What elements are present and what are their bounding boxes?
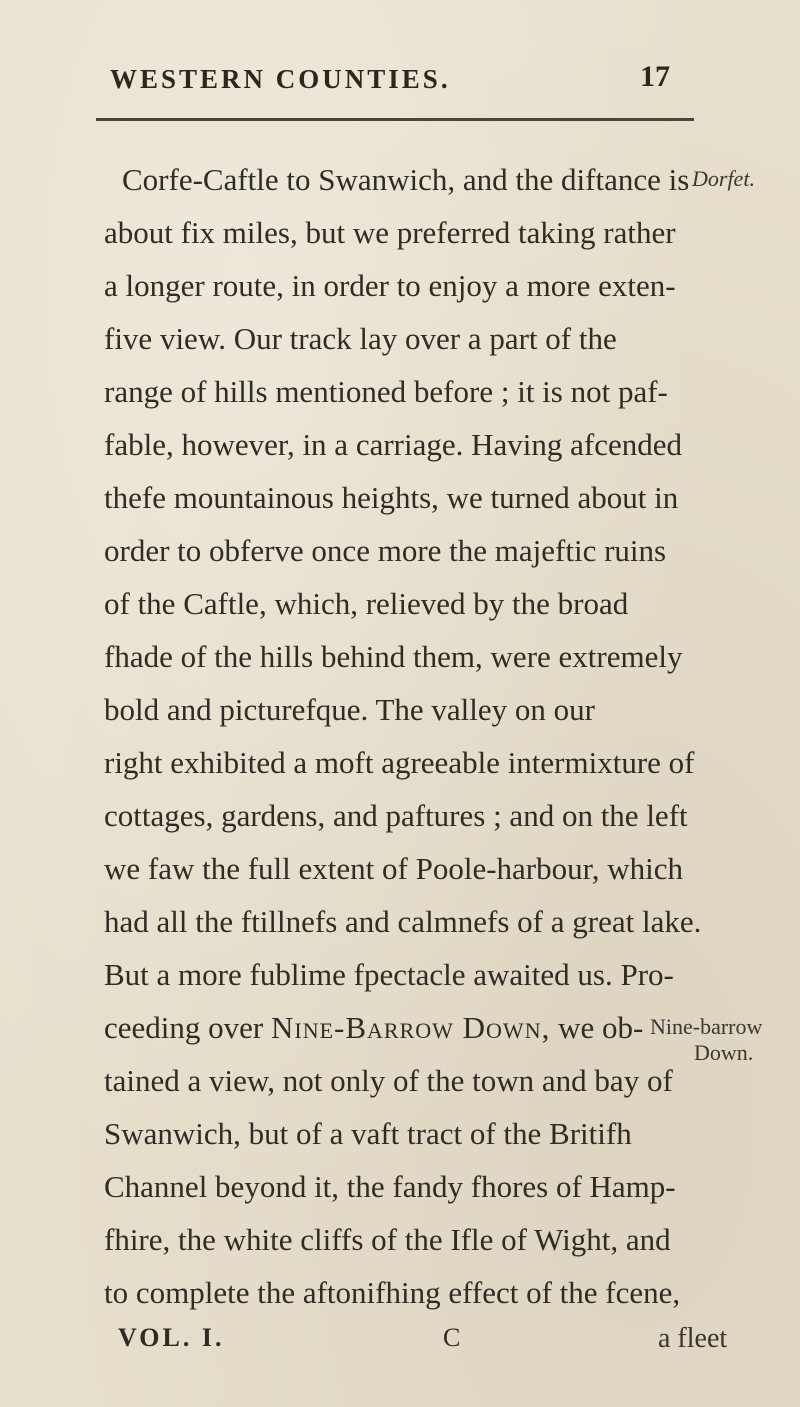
header-rule — [96, 118, 694, 121]
margin-note-nine-barrow: Nine-barrow — [650, 1014, 763, 1039]
text-line — [104, 1010, 643, 1046]
text-line: range of hills mentioned before ; it is not paf- — [104, 374, 668, 409]
text-line: But a more fublime fpectacle awaited us. Pro- — [104, 957, 674, 992]
text-line: cottages, gardens, and paftures ; and on the left — [104, 798, 688, 833]
page-header — [110, 60, 670, 112]
text-line: Swanwich, but of a vaft tract of the Britifh — [104, 1116, 632, 1151]
margin-note-dorset: Dorfet. — [692, 166, 755, 191]
text-line: we faw the full extent of Poole-harbour, which — [104, 851, 683, 886]
text-line: thefe mountainous heights, we turned about in — [104, 480, 679, 515]
text-line: fhire, the white cliffs of the Ifle of Wight, and — [104, 1222, 671, 1257]
running-head: WESTERN COUNTIES. — [110, 64, 451, 94]
text-line: bold and picturefque. The valley on our — [104, 692, 595, 727]
place-name: Nine-Barrow Down, — [270, 1010, 551, 1045]
text-line: Channel beyond it, the fandy fhores of Hamp- — [104, 1169, 676, 1204]
text-line: right exhibited a moft agreeable intermixture of — [104, 745, 695, 780]
text-line: to complete the aftonifhing effect of the fcene, — [104, 1275, 681, 1310]
text-line: had all the ftillnefs and calmnefs of a great lake. — [104, 904, 702, 939]
text-line: a longer route, in order to enjoy a more exten- — [104, 268, 676, 303]
text-run: ceeding over — [104, 1010, 271, 1045]
signature-mark: VOL. I. — [118, 1323, 225, 1352]
page-number: 17 — [640, 60, 670, 93]
text-line: fhade of the hills behind them, were extremely — [104, 639, 683, 674]
text-line: five view. Our track lay over a part of the — [104, 321, 617, 356]
text-line: order to obferve once more the majeftic ruins — [104, 533, 667, 568]
text-line: tained a view, not only of the town and bay of — [104, 1063, 673, 1098]
margin-note-down: Down. — [694, 1040, 754, 1065]
signature-letter: C — [443, 1323, 461, 1352]
text-line: about fix miles, but we preferred taking rather — [104, 215, 676, 250]
text-line: of the Caftle, which, relieved by the broad — [104, 586, 629, 621]
text-line: Corfe-Caftle to Swanwich, and the diftance is — [122, 162, 690, 197]
text-line: fable, however, in a carriage. Having afcended — [104, 427, 682, 462]
text-run: we ob- — [550, 1010, 644, 1045]
catchword: a fleet — [658, 1323, 728, 1354]
